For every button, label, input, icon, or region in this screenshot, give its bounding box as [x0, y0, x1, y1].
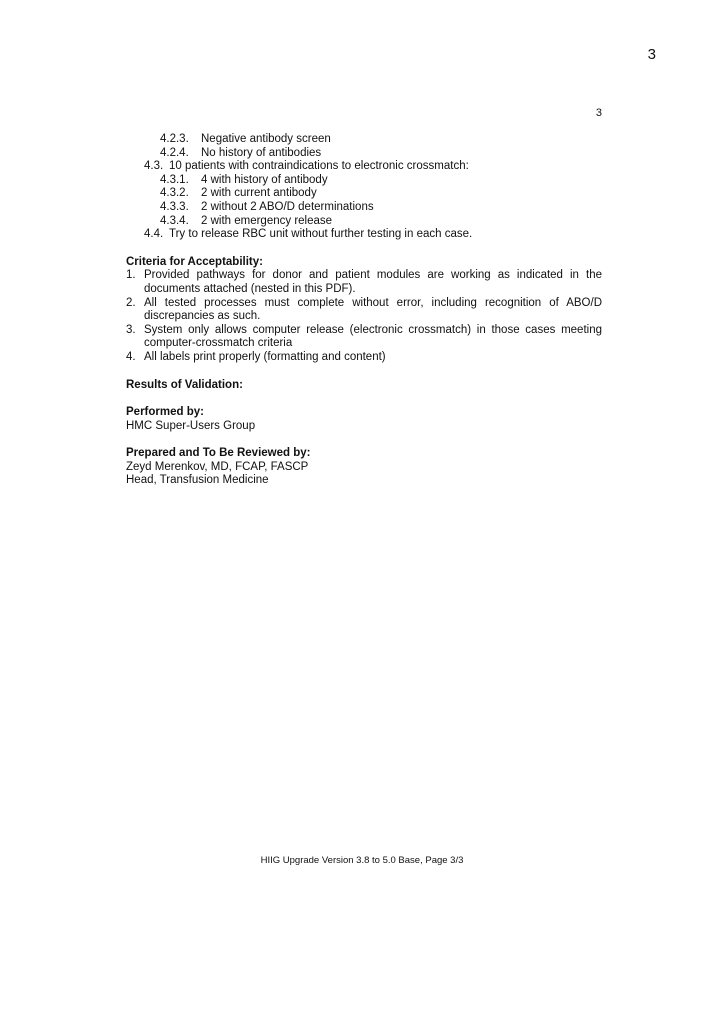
step-text: Try to release RBC unit without further testing in each case. — [169, 228, 473, 241]
step-number: 4.3.4. — [160, 214, 189, 227]
performed-value: HMC Super-Users Group — [126, 419, 256, 432]
criteria-heading: Criteria for Acceptability: — [126, 255, 263, 268]
step-4-4 — [126, 228, 602, 242]
criteria-number: 4. — [126, 350, 136, 363]
criteria-item — [126, 269, 602, 296]
step-4-3-4 — [126, 215, 602, 229]
step-number: 4.3.2. — [160, 187, 189, 200]
step-4-3 — [126, 160, 602, 174]
step-text: 2 without 2 ABO/D determinations — [201, 200, 374, 213]
step-number: 4.3.1. — [160, 173, 189, 186]
step-4-3-1 — [126, 174, 602, 188]
document-body — [126, 133, 602, 488]
performed-heading: Performed by: — [126, 406, 204, 419]
criteria-item — [126, 324, 602, 351]
step-number: 4.2.4. — [160, 146, 189, 159]
criteria-text: All tested processes must complete without error, including recognition of ABO/D discrepancies as such. — [144, 296, 602, 323]
step-number: 4.3.3. — [160, 200, 189, 213]
step-number: 4.2.3. — [160, 133, 189, 145]
criteria-text: Provided pathways for donor and patient modules are working as indicated in the documents attached (nested in this PDF). — [144, 269, 602, 295]
step-text: No history of antibodies — [201, 146, 322, 159]
step-text: Negative antibody screen — [201, 133, 331, 145]
step-4-2-4 — [126, 147, 602, 161]
page-number-document: 3 — [595, 107, 602, 119]
criteria-text: System only allows computer release (electronic crossmatch) in those cases meeting computer-crossmatch criteria — [144, 323, 602, 350]
step-text: 10 patients with contraindications to electronic crossmatch: — [169, 160, 469, 173]
results-heading: Results of Validation: — [126, 378, 243, 391]
prepared-name: Zeyd Merenkov, MD, FCAP, FASCP — [126, 460, 309, 473]
steps-list — [126, 133, 602, 242]
page-number-header: 3 — [647, 46, 656, 63]
step-4-2-3 — [126, 133, 602, 147]
step-text: 2 with current antibody — [201, 187, 317, 200]
step-text: 2 with emergency release — [201, 214, 333, 227]
criteria-number: 1. — [126, 269, 136, 282]
step-text: 4 with history of antibody — [201, 173, 328, 186]
prepared-title: Head, Transfusion Medicine — [126, 474, 269, 487]
page-footer: HIIG Upgrade Version 3.8 to 5.0 Base, Page 3/3 — [260, 855, 464, 866]
criteria-list — [126, 269, 602, 364]
step-number: 4.3. — [144, 160, 164, 173]
criteria-text: All labels print properly (formatting and content) — [144, 350, 386, 363]
prepared-heading: Prepared and To Be Reviewed by: — [126, 447, 311, 460]
step-4-3-3 — [126, 201, 602, 215]
criteria-number: 2. — [126, 296, 136, 309]
criteria-item — [126, 351, 602, 365]
step-number: 4.4. — [144, 228, 164, 241]
criteria-item — [126, 297, 602, 324]
criteria-number: 3. — [126, 323, 136, 336]
step-4-3-2 — [126, 187, 602, 201]
